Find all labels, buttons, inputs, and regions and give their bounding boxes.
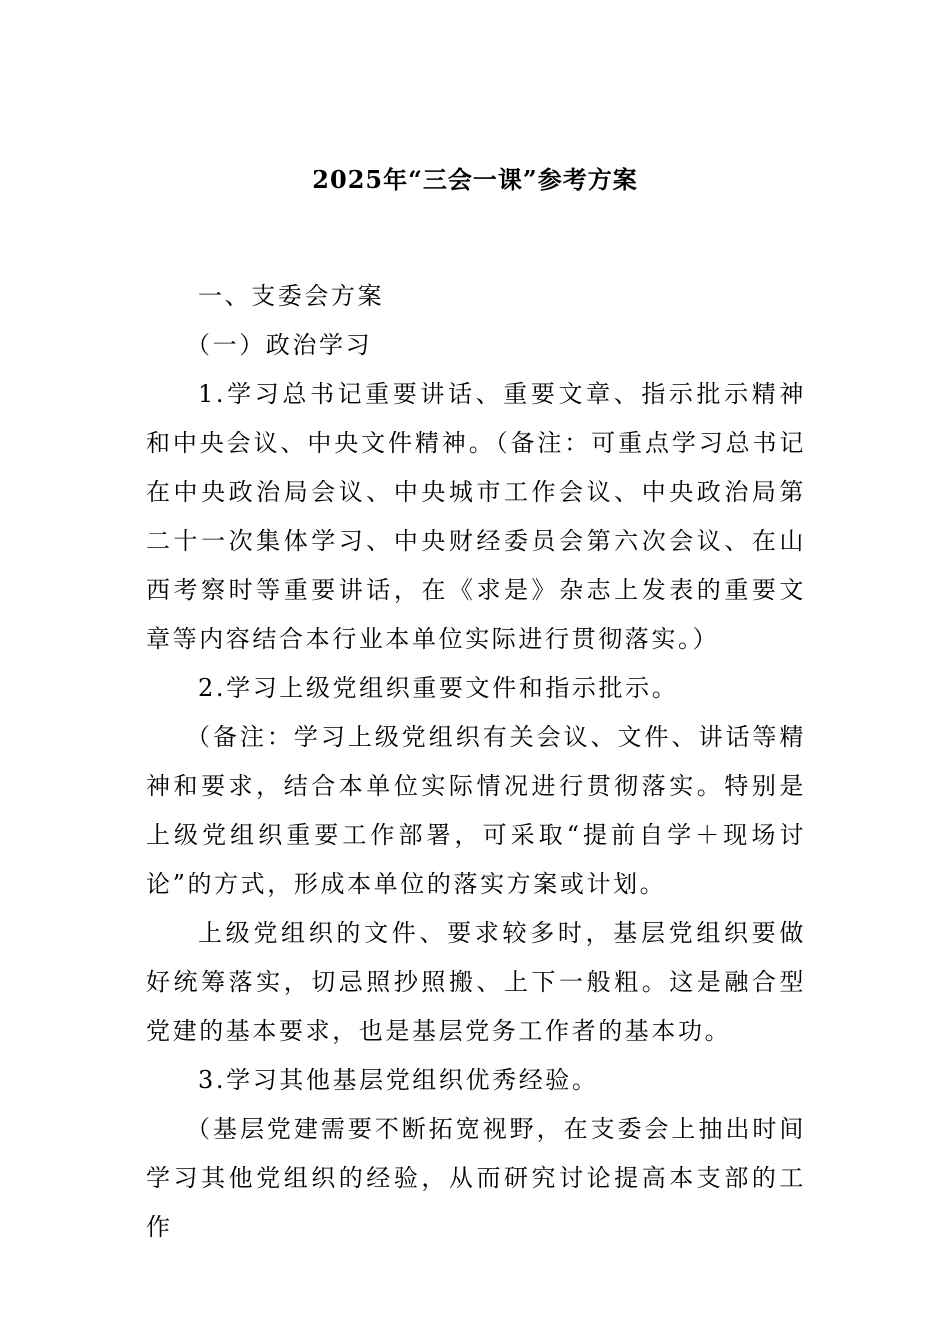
document-title: 2025年“三会一课”参考方案 [312,165,638,194]
paragraph-item-3-note: （基层党建需要不断拓宽视野，在支委会上抽出时间学习其他党组织的经验，从而研究讨论提高本支部的工作 [146,1115,806,1241]
paragraph-item-2-note: （备注：学习上级党组织有关会议、文件、讲话等精神和要求，结合本单位实际情况进行贯彻落实。特别是上级党组织重要工作部署，可采取“提前自学＋现场讨论”的方式，形成本单位的落实方案或计划。 [146,723,806,898]
paragraph-item-2-detail: 上级党组织的文件、要求较多时，基层党组织要做好统筹落实，切忌照抄照搬、上下一般粗。这是融合型党建的基本要求，也是基层党务工作者的基本功。 [146,919,806,1045]
paragraph-item-3: 3.学习其他基层党组织优秀经验。 [198,1066,599,1094]
paragraph-item-2: 2.学习上级党组织重要文件和指示批示。 [198,674,679,702]
subsection-heading: （一）政治学习 [186,331,373,359]
document-body [146,272,806,1252]
section-heading: 一、支委会方案 [198,282,385,310]
paragraph-item-1: 1.学习总书记重要讲话、重要文章、指示批示精神和中央会议、中央文件精神。（备注：可重点学习总书记在中央政治局会议、中央城市工作会议、中央政治局第二十一次集体学习、中央财经委员会第六次会议、在山西考察时等重要讲话，在《求是》杂志上发表的重要文章等内容结合本行业本单位实际进行贯彻落实。） [146,380,806,653]
